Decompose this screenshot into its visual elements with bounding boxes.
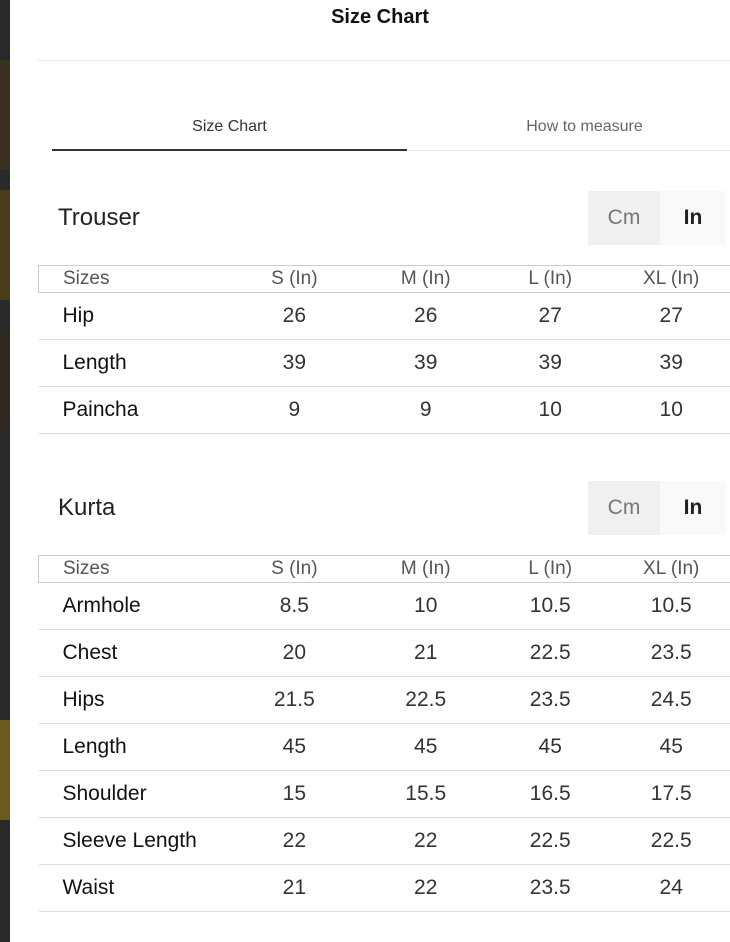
measurement-value: 22.5 [612,818,730,865]
measurement-label: Sleeve Length [39,818,226,865]
column-header-size: L (In) [488,266,612,293]
measurement-value: 23.5 [612,630,730,677]
column-header-size: S (In) [225,556,363,583]
table-row [39,293,730,340]
measurement-label: Paincha [39,387,226,434]
measurement-value: 21 [364,630,488,677]
trouser-size-table [38,265,730,434]
table-header-row [39,266,730,293]
measurement-value: 8.5 [225,583,363,630]
measurement-value: 10 [364,583,488,630]
measurement-value: 45 [225,724,363,771]
measurement-value: 45 [612,724,730,771]
table-row [39,340,730,387]
column-header-size: S (In) [225,266,363,293]
trouser-unit-toggle [588,191,726,245]
measurement-value: 10.5 [612,583,730,630]
table-row [39,865,730,912]
trouser-section-title: Trouser [58,204,140,231]
column-header-size: M (In) [364,556,488,583]
measurement-value: 45 [488,724,612,771]
background-image-strip [0,330,10,430]
column-header-sizes: Sizes [39,556,226,583]
kurta-section-title: Kurta [58,494,116,521]
measurement-value: 16.5 [488,771,612,818]
measurement-value: 17.5 [612,771,730,818]
tab-bar [52,104,730,152]
measurement-value: 39 [225,340,363,387]
active-tab-indicator [52,149,407,151]
kurta-unit-toggle [588,481,726,535]
measurement-value: 26 [364,293,488,340]
unit-cm-button[interactable]: Cm [588,191,660,245]
column-header-size: M (In) [364,266,488,293]
size-chart-modal [10,0,730,942]
measurement-value: 10 [612,387,730,434]
unit-in-button[interactable]: In [660,481,726,535]
measurement-value: 27 [612,293,730,340]
measurement-value: 24.5 [612,677,730,724]
measurement-value: 22.5 [488,630,612,677]
background-image-strip [0,60,10,170]
measurement-value: 39 [612,340,730,387]
table-row [39,387,730,434]
measurement-value: 22 [364,818,488,865]
measurement-value: 24 [612,865,730,912]
column-header-size: L (In) [488,556,612,583]
measurement-label: Shoulder [39,771,226,818]
table-row [39,724,730,771]
column-header-size: XL (In) [612,556,730,583]
measurement-label: Armhole [39,583,226,630]
unit-in-button[interactable]: In [660,191,726,245]
background-image-strip [0,190,10,300]
measurement-value: 20 [225,630,363,677]
measurement-value: 9 [225,387,363,434]
measurement-label: Length [39,724,226,771]
tab-how-to-measure[interactable]: How to measure [526,118,643,135]
table-row [39,818,730,865]
unit-cm-button[interactable]: Cm [588,481,660,535]
measurement-value: 22 [364,865,488,912]
measurement-label: Hips [39,677,226,724]
table-row [39,677,730,724]
table-header-row [39,556,730,583]
modal-title: Size Chart [331,6,429,28]
table-row [39,771,730,818]
measurement-value: 27 [488,293,612,340]
measurement-value: 15.5 [364,771,488,818]
kurta-size-table [38,555,730,912]
tab-size-chart[interactable]: Size Chart [192,118,267,135]
divider [38,60,730,61]
measurement-value: 23.5 [488,865,612,912]
column-header-size: XL (In) [612,266,730,293]
measurement-value: 9 [364,387,488,434]
table-row [39,583,730,630]
measurement-label: Length [39,340,226,387]
measurement-value: 45 [364,724,488,771]
measurement-value: 22.5 [488,818,612,865]
measurement-value: 22 [225,818,363,865]
measurement-value: 15 [225,771,363,818]
background-page [0,0,10,942]
measurement-label: Hip [39,293,226,340]
table-row [39,630,730,677]
column-header-sizes: Sizes [39,266,226,293]
measurement-label: Chest [39,630,226,677]
measurement-label: Waist [39,865,226,912]
measurement-value: 23.5 [488,677,612,724]
measurement-value: 39 [488,340,612,387]
measurement-value: 22.5 [364,677,488,724]
measurement-value: 21.5 [225,677,363,724]
measurement-value: 39 [364,340,488,387]
measurement-value: 26 [225,293,363,340]
measurement-value: 10.5 [488,583,612,630]
measurement-value: 21 [225,865,363,912]
measurement-value: 10 [488,387,612,434]
background-image-strip [0,720,10,820]
